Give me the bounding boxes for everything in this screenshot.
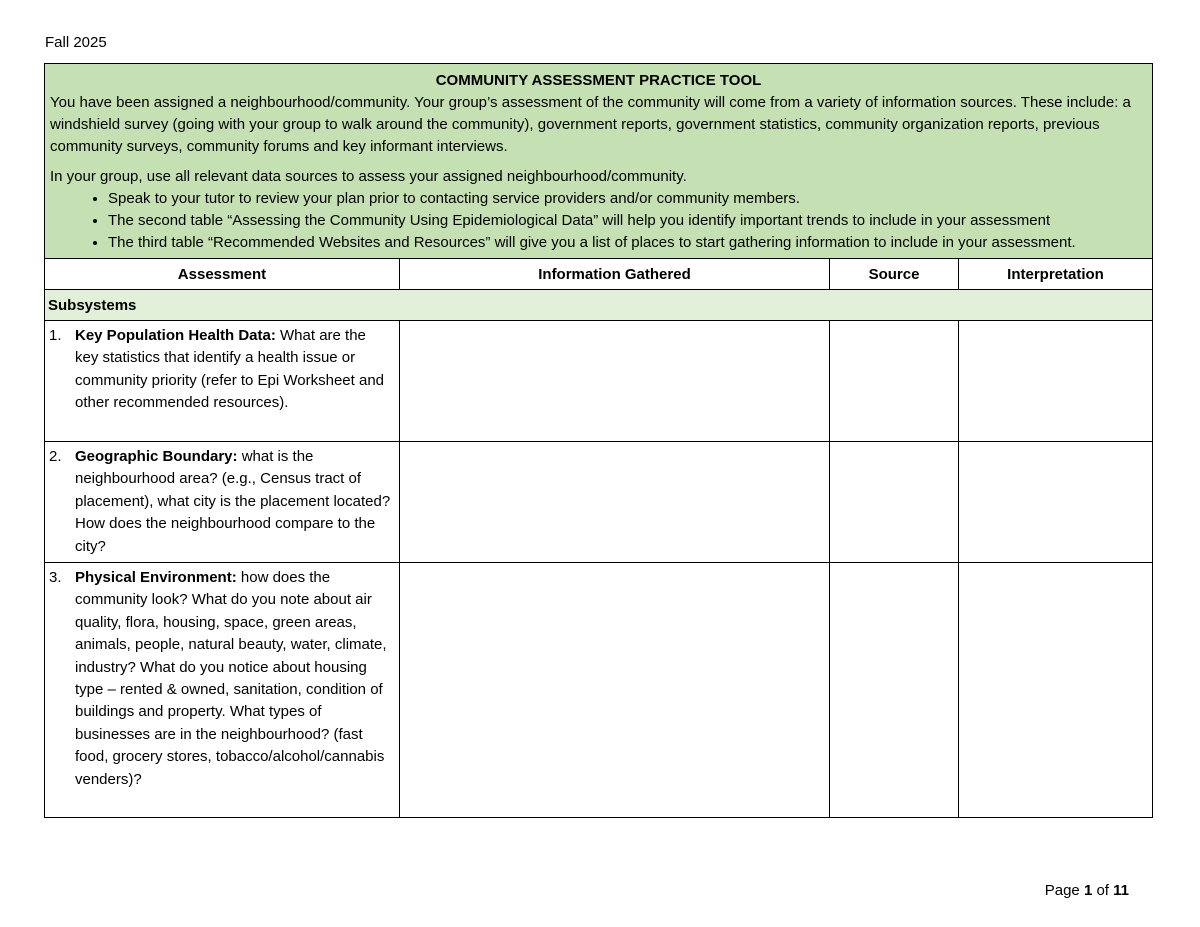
instruction-list [50,188,1147,254]
instruction-paragraph: In your group, use all relevant data sources to assess your assigned neighbourhood/community. [50,168,687,185]
item-number: 3. [49,569,62,587]
page-mid: of [1092,882,1114,899]
interpretation-cell[interactable] [959,442,1153,563]
item-number: 2. [49,448,62,465]
current-page: 1 [1083,882,1093,899]
intro-row [45,64,1153,259]
page-prefix: Page [1044,882,1084,899]
item-label: Physical Environment: [75,569,237,587]
table-row [45,563,1153,818]
intro-paragraph: You have been assigned a neighbourhood/community. Your group’s assessment of the community will come from a variety of information sources. These include: a windshield survey (going with your group to walk around the community), government reports, government statistics, community organization reports, previous community surveys, community forums and key informant interviews. [50,94,1131,155]
table-row [45,442,1153,563]
table-row [45,321,1153,442]
source-cell[interactable] [830,442,959,563]
tool-title: COMMUNITY ASSESSMENT PRACTICE TOOL [435,72,762,89]
source-cell[interactable] [830,563,959,818]
item-description: What are the key statistics that identify a health issue or community priority (refer to Epi Worksheet and other recommended resources). [75,327,385,412]
section-row [45,290,1153,321]
total-pages: 11 [1113,882,1129,899]
assessment-cell [45,321,400,442]
item-description: what is the neighbourhood area? (e.g., Census tract of placement), what city is the placement located? How does the neighbourhood compare to the city? [75,448,391,555]
document-header: Fall 2025 [45,34,107,51]
item-number: 1. [49,327,62,344]
column-header-interpretation: Interpretation [959,259,1153,290]
instruction-bullet: • Speak to your tutor to review your plan prior to contacting service providers and/or community members. [108,188,1147,210]
column-header-assessment: Assessment [45,259,400,290]
section-label: Subsystems [45,290,1153,321]
assessment-table [44,63,1153,818]
item-label: Key Population Health Data: [75,327,276,344]
information-gathered-cell[interactable] [400,321,830,442]
source-cell[interactable] [830,321,959,442]
item-text [75,567,391,791]
assessment-cell [45,563,400,818]
instruction-bullet: • The second table “Assessing the Community Using Epidemiological Data” will help you identify important trends to include in your assessment [108,210,1147,232]
instruction-bullet: • The third table “Recommended Websites and Resources” will give you a list of places to start gathering information to include in your assessment. [108,232,1147,254]
intro-cell [45,64,1153,259]
information-gathered-cell[interactable] [400,442,830,563]
item-text [75,325,391,415]
column-header-source: Source [830,259,959,290]
column-header-row [45,259,1153,290]
information-gathered-cell[interactable] [400,563,830,818]
page-number [1045,882,1129,899]
interpretation-cell[interactable] [959,563,1153,818]
column-header-information-gathered: Information Gathered [400,259,830,290]
item-label: Geographic Boundary: [75,448,238,465]
interpretation-cell[interactable] [959,321,1153,442]
assessment-cell [45,442,400,563]
item-description: how does the community look? What do you note about air quality, flora, housing, space, green areas, animals, people, natural beauty, water, climate, industry? What do you notice about housing type – rented & owned, sanitation, condition of buildings and property. What types of businesses are in the neighbourhood? (fast food, grocery stores, tobacco/alcohol/cannabis venders)? [75,569,387,788]
item-text [75,446,391,558]
